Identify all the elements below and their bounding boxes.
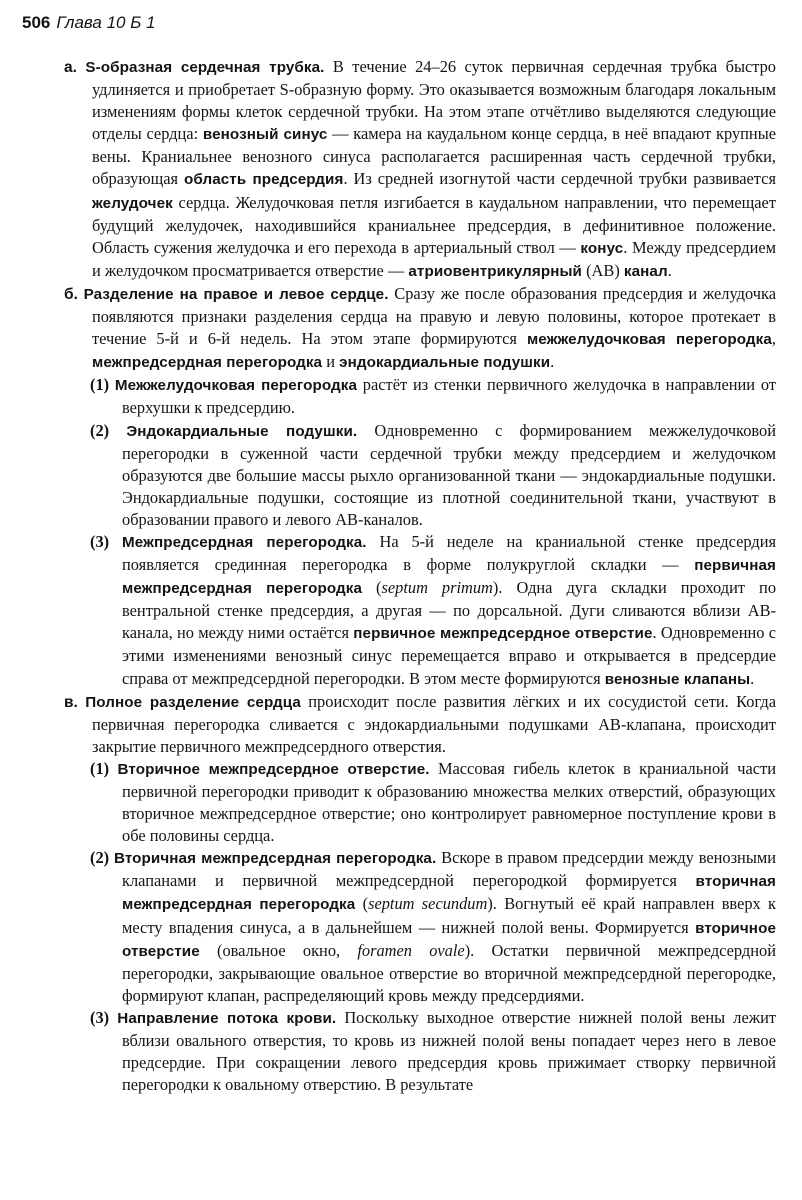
subitem-label: (2) (90, 420, 110, 440)
main-text (0, 56, 802, 1096)
term-foramen-ovale-latin: foramen ovale (357, 940, 465, 960)
term-venous-valves: венозные клапаны (604, 670, 751, 688)
section-c: в. Полное разделение сердца происходит после развития лёгких и их сосудистой сети. Когда первичная перегородка сливается с эндокардиальными подушками АВ-клапана, происходит закрытие первичного межпредсердного отверстия. (64, 691, 776, 756)
section-title: Разделение на правое и левое сердце. (83, 285, 389, 303)
subitem-label: (3) (90, 531, 110, 551)
term-septum-secundum-latin: septum secundum (368, 894, 488, 914)
term-interventricular-septum: межжелудочковая перегородка (526, 331, 772, 349)
section-title: S-образная сердечная трубка. (85, 59, 325, 76)
subitem-title: Вторичное межпредсердное отверстие. (117, 760, 430, 778)
term-primary-foramen: первичное межпредсердное отверстие (353, 625, 653, 643)
term-secondary-foramen: вторичное отверстие (122, 919, 776, 960)
term-atrium-region: область предсердия (183, 171, 344, 189)
term-ventricle: желудочек (92, 194, 173, 212)
subitem-label: (1) (90, 758, 110, 778)
subitem-c-1: (1) Вторичное межпредсердное отверстие. Массовая гибель клеток в краниальной части первичной перегородки приводит к образованию множества мелких отверстий, образующих вторичное межпредсердное отверстие; оно контролирует равномерное поступление крови в обе половины сердца. (90, 758, 776, 846)
subitem-title: Вторичная межпредсердная перегородка. (113, 850, 437, 868)
chapter-title: Глава 10 Б 1 (56, 13, 156, 32)
term-interatrial-septum: межпредсердная перегородка (92, 354, 323, 372)
subitem-label: (3) (90, 1007, 110, 1027)
subitem-title: Эндокардиальные подушки. (126, 422, 358, 440)
running-header (22, 10, 155, 36)
subitem-label: (1) (90, 375, 110, 395)
section-b: б. Разделение на правое и левое сердце. Сразу же после образования предсердия и желудочка появляются признаки разделения сердца на правую и левую половины, которое протекает в течение 5-й и 6-й недель. На этом этапе формируются межжелудочковая перегородка, межпредсердная перегородка и эндокардиальные подушки. (64, 283, 776, 372)
section-label: б. (64, 285, 78, 303)
section-a: а. S-образная сердечная трубка. В течение 24–26 суток первичная сердечная трубка быстро удлиняется и приобретает S-образную форму. Это оказывается возможным благодаря локальным изменениям формы клеток сердечной трубки. На этом этапе отчётливо выделяются следующие отделы сердца: венозный синус — камера на каудальном конце сердца, в неё впадают крупные вены. Краниальнее венозного синуса располагается расширенная часть сердечной трубки, образующая область предсердия. Из средней изогнутой части сердечной трубки развивается желудочек сердца. Желудочковая петля изгибается в каудальном направлении, что перемещает будущий желудочек, находившийся краниальнее предсердия, в дефинитивное положение. Область сужения желудочка и его перехода в артериальный ствол — конус. Между предсердием и желудочком просматривается отверстие — атриовентрикулярный (АВ) канал. (64, 57, 776, 280)
section-label: а. (64, 59, 77, 76)
subitem-title: Направление потока крови. (117, 1009, 337, 1027)
term-septum-primum-ru: первичная межпредсердная перегородка (122, 557, 776, 598)
term-septum-primum-latin: septum primum (381, 578, 493, 598)
subitem-title: Межпредсердная перегородка. (122, 533, 367, 551)
term-av: атриовентрикулярный (408, 262, 582, 280)
subitem-c-2: (2) Вторичная межпредсердная перегородка. Вскоре в правом предсердии между венозными клапанами и первичной межпредсердной перегородкой формируется вторичная межпредсердная перегородка (septum secundum). Вогнутый её край направлен вверх к месту впадения синуса, а в дальнейшем — нижней полой вены. Формируется вторичное отверстие (овальное окно, foramen ovale). Остатки первичной межпредсердной перегородки, закрывающие овальное отверстие во вторичной межпредсердной перегородке, формируют клапан, распределяющий кровь между предсердиями. (90, 848, 776, 1005)
term-endocardial-cushions: эндокардиальные подушки (339, 354, 551, 372)
term-canal: канал (623, 262, 668, 280)
section-title: Полное разделение сердца (85, 693, 301, 711)
term-conus: конус (580, 239, 624, 257)
subitem-title: Межжелудочковая перегородка (114, 377, 358, 395)
section-label: в. (64, 693, 78, 711)
subitem-b-1: (1) Межжелудочковая перегородка растёт из стенки первичного желудочка в направлении от верхушки к предсердию. (90, 375, 776, 418)
subitem-b-2: (2) Эндокардиальные подушки. Одновременно с формированием межжелудочковой перегородки в суженной части сердечной трубки между предсердием и желудочком образуются две большие массы рыхло организованной ткани — эндокардиальные подушки. Эндокардиальные подушки, состоящие из плотной соединительной ткани, участвуют в образовании правого и левого АВ-каналов. (90, 420, 776, 529)
term-septum-secundum-ru: вторичная межпредсердная перегородка (122, 873, 776, 914)
subitem-b-3: (3) Межпредсердная перегородка. На 5-й неделе на краниальной стенке предсердия появляется срединная перегородка в форме полукруглой складки — первичная межпредсердная перегородка (septum primum). Одна дуга складки проходит по вентральной стенке предсердия, а другая — по дорсальной. Дуги сливаются вблизи АВ-канала, но между ними остаётся первичное межпредсердное отверстие. Одновременно с этими изменениями венозный синус перемещается вправо и открывается в предсердие справа от межпредсердной перегородки. В этом месте формируются венозные клапаны. (90, 531, 777, 688)
page-number: 506 (22, 13, 51, 32)
subitem-label: (2) (90, 848, 110, 868)
term-venous-sinus: венозный синус (202, 126, 328, 144)
subitem-c-3: (3) Направление потока крови. Поскольку выходное отверстие нижней полой вены лежит вблизи овального отверстия, то кровь из нижней полой вены попадает через него в левое предсердие. При сокращении левого предсердия кровь прижимает створку первичной перегородки к овальному отверстию. В результате (90, 1007, 777, 1095)
